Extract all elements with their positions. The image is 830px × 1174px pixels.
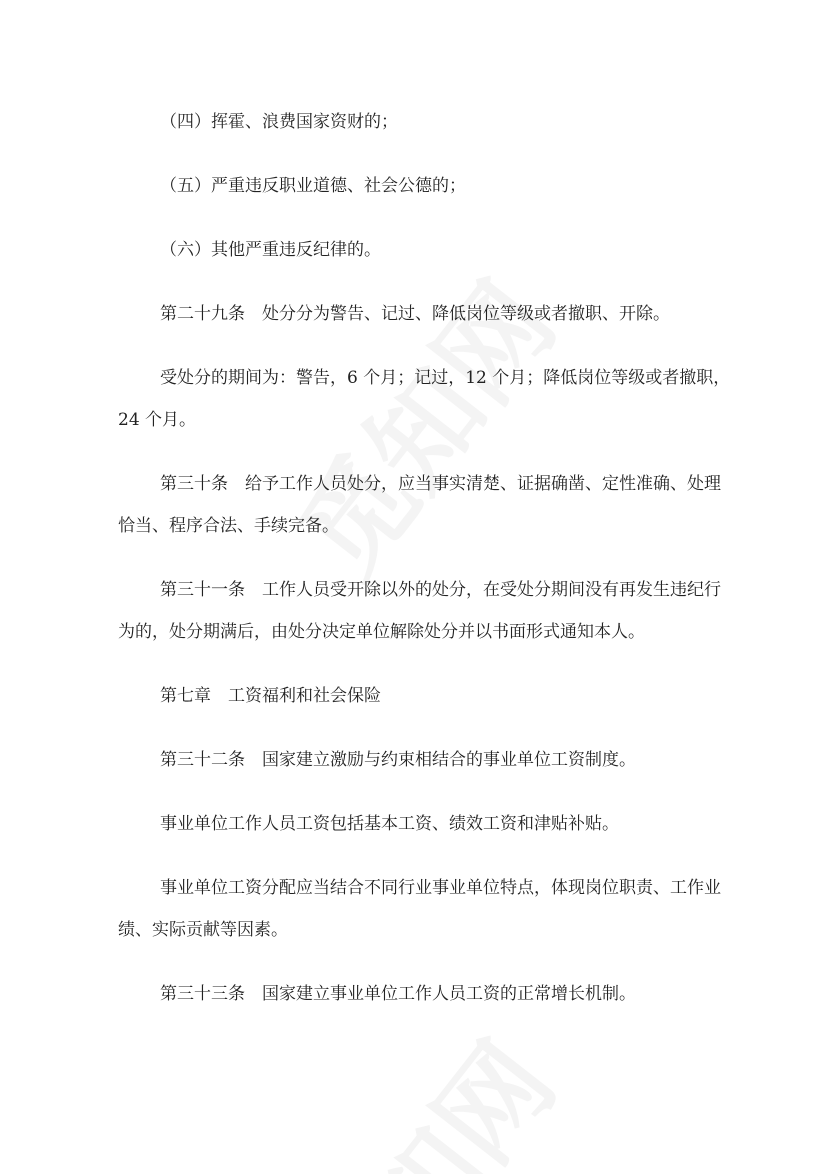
list-item-4 bbox=[118, 101, 718, 143]
text-line: 第三十三条 国家建立事业单位工作人员工资的正常增长机制。 bbox=[160, 984, 636, 1004]
text-line: 第二十九条 处分分为警告、记过、降低岗位等级或者撤职、开除。 bbox=[160, 304, 670, 324]
salary-distribution-paragraph bbox=[118, 867, 721, 951]
text-line: 第三十二条 国家建立激励与约束相结合的事业单位工资制度。 bbox=[160, 750, 636, 770]
text-line: 第三十一条 工作人员受开除以外的处分，在受处分期间没有再发生违纪行 bbox=[160, 580, 721, 600]
text-line: 受处分的期间为：警告，6 个月；记过，12 个月；降低岗位等级或者撤职， bbox=[160, 368, 731, 388]
chapter-heading bbox=[118, 675, 718, 717]
article-31 bbox=[118, 569, 721, 653]
text-line: 第七章 工资福利和社会保险 bbox=[160, 686, 381, 706]
salary-composition-paragraph bbox=[118, 803, 718, 845]
text-line: （四）挥霍、浪费国家资财的； bbox=[160, 112, 398, 132]
article-33 bbox=[118, 973, 718, 1015]
document-body bbox=[118, 101, 731, 1037]
text-line: 第三十条 给予工作人员处分，应当事实清楚、证据确凿、定性准确、处理 bbox=[160, 474, 721, 494]
text-line: （五）严重违反职业道德、社会公德的； bbox=[160, 176, 466, 196]
article-30 bbox=[118, 463, 721, 547]
text-line: 事业单位工资分配应当结合不同行业事业单位特点，体现岗位职责、工作业 bbox=[160, 878, 721, 898]
list-item-5 bbox=[118, 165, 718, 207]
text-line: 为的，处分期满后，由处分决定单位解除处分并以书面形式通知本人。 bbox=[118, 622, 645, 642]
punishment-period-paragraph bbox=[118, 357, 731, 441]
article-29 bbox=[118, 293, 718, 335]
article-32 bbox=[118, 739, 718, 781]
text-line: 恰当、程序合法、手续完备。 bbox=[118, 516, 339, 536]
text-line: 24 个月。 bbox=[118, 410, 197, 430]
text-line: 绩、实际贡献等因素。 bbox=[118, 920, 288, 940]
list-item-6 bbox=[118, 229, 718, 271]
text-line: （六）其他严重违反纪律的。 bbox=[160, 240, 381, 260]
text-line: 事业单位工作人员工资包括基本工资、绩效工资和津贴补贴。 bbox=[160, 814, 619, 834]
